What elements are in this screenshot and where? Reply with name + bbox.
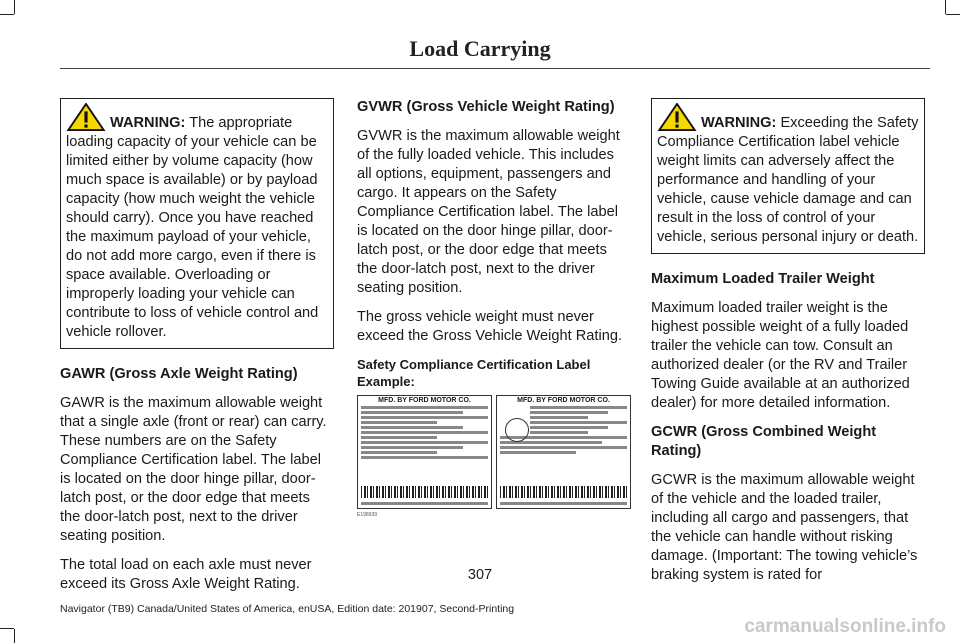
crop-mark (945, 0, 946, 14)
column-middle (357, 98, 631, 518)
trailer-heading: Maximum Loaded Trailer Weight (651, 271, 875, 287)
warning-box (60, 98, 334, 349)
seal-icon (505, 418, 529, 442)
warning-icon (657, 103, 697, 131)
crop-mark (14, 629, 15, 643)
label-title: MFD. BY FORD MOTOR CO. (517, 397, 610, 404)
header-divider (60, 68, 930, 69)
crop-mark (0, 14, 14, 15)
gawr-paragraph: GAWR is the maximum allowable weight that a single axle (front or rear) can carry. These numbers are on the Safety Compliance Certification label. The label is located on the door hinge pillar, door-latch post, or the door edge that meets the door-latch post, next to the driver seating position. (60, 395, 327, 544)
gawr-paragraph-2: The total load on each axle must never exceed its Gross Axle Weight Rating. (60, 557, 312, 592)
warning-text: Exceeding the Safety Compliance Certification label vehicle weight limits can adversely affect the performance and handling of your vehicle, cause vehicle damage and can result in the loss of control of your vehicle, serious personal injury or death. (657, 115, 919, 245)
barcode (500, 486, 627, 498)
warning-text: The appropriate loading capacity of your vehicle can be limited either by volume capacity (how much space is available) or by payload capacity (how much weight the vehicle should carry). Once you have reached the maximum payload of your vehicle, do not add more cargo, even if there is space available. Overloading or improperly loading your vehicle can contribute to loss of vehicle control and vehicle rollover. (66, 115, 319, 340)
watermark: carmanualsonline.info (744, 616, 946, 637)
crop-mark (14, 0, 15, 14)
gcwr-paragraph: GCWR is the maximum allowable weight of the vehicle and the loaded trailer, including all cargo and passengers, that the vehicle can handle without risking damage. (Important: The towing vehicle’s braking system is rated for (651, 472, 918, 583)
column-left (60, 98, 334, 604)
warning-label: WARNING: (110, 115, 186, 131)
gawr-heading: GAWR (Gross Axle Weight Rating) (60, 366, 298, 382)
image-id: E198939 (357, 512, 378, 518)
page-title: Load Carrying (409, 36, 551, 61)
certification-label-figure (357, 395, 631, 509)
crop-mark (0, 628, 14, 629)
barcode (361, 486, 488, 498)
warning-icon (66, 103, 106, 131)
crop-mark (946, 14, 960, 15)
warning-box (651, 98, 925, 254)
page-number: 307 (467, 567, 493, 583)
gvwr-paragraph-2: The gross vehicle weight must never exceed the Gross Vehicle Weight Rating. (357, 309, 622, 344)
warning-label: WARNING: (701, 115, 777, 131)
certification-label-left (357, 395, 492, 509)
label-title: MFD. BY FORD MOTOR CO. (378, 397, 471, 404)
trailer-paragraph: Maximum loaded trailer weight is the highest possible weight of a fully loaded trailer the vehicle can tow. Consult an authorized dealer (or the RV and Trailer Towing Guide available at an authorized dealer) for more detailed information. (651, 300, 910, 411)
gvwr-heading: GVWR (Gross Vehicle Weight Rating) (357, 99, 615, 115)
column-right (651, 98, 925, 595)
gvwr-paragraph: GVWR is the maximum allowable weight of the fully loaded vehicle. This includes all options, equipment, passengers and cargo. It appears on the Safety Compliance Certification label. The label is located on the door hinge pillar, door-latch post, or the door edge that meets the door-latch post, next to the driver seating position. (357, 128, 620, 296)
footer-text: Navigator (TB9) Canada/United States of America, enUSA, Edition date: 201907, Second-Printing (60, 603, 515, 615)
certification-label-right (496, 395, 631, 509)
label-caption: Safety Compliance Certification Label Example: (357, 357, 591, 389)
gcwr-heading: GCWR (Gross Combined Weight Rating) (651, 424, 877, 459)
